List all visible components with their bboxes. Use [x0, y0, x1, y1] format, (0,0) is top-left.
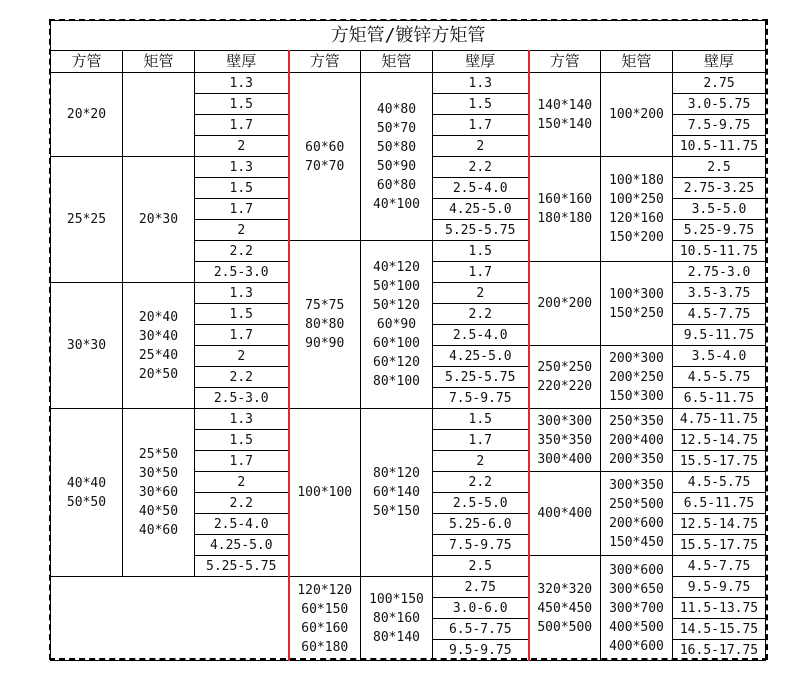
rect-size-cell: 20*40 30*40 25*40 20*50 [123, 283, 195, 409]
wall-thickness-cell: 2.2 [195, 241, 289, 262]
wall-thickness-cell: 9.5-9.75 [673, 577, 766, 598]
wall-thickness-cell: 12.5-14.75 [673, 430, 766, 451]
square-size-cell: 250*250 220*220 [529, 346, 601, 409]
wall-thickness-cell: 1.7 [433, 262, 529, 283]
wall-thickness-cell: 1.5 [195, 94, 289, 115]
rect-size-cell: 300*350 250*500 200*600 150*450 [601, 472, 673, 556]
wall-thickness-cell: 2.5-4.0 [433, 325, 529, 346]
wall-thickness-cell: 10.5-11.75 [673, 241, 766, 262]
wall-thickness-cell: 9.5-9.75 [433, 640, 529, 661]
column-header: 矩管 [361, 51, 433, 73]
wall-thickness-cell: 2.5-3.0 [195, 262, 289, 283]
rect-size-cell: 100*200 [601, 73, 673, 157]
wall-thickness-cell: 1.3 [195, 73, 289, 94]
wall-thickness-cell: 2 [195, 136, 289, 157]
column-header: 壁厚 [673, 51, 766, 73]
wall-thickness-cell: 2 [195, 220, 289, 241]
wall-thickness-cell: 10.5-11.75 [673, 136, 766, 157]
wall-thickness-cell: 1.7 [433, 115, 529, 136]
square-size-cell: 320*320 450*450 500*500 [529, 556, 601, 661]
wall-thickness-cell: 5.25-6.0 [433, 514, 529, 535]
wall-thickness-cell: 5.25-5.75 [195, 556, 289, 577]
column-header: 方管 [529, 51, 601, 73]
rect-size-cell: 40*80 50*70 50*80 50*90 60*80 40*100 [361, 73, 433, 241]
wall-thickness-cell: 2 [195, 472, 289, 493]
wall-thickness-cell: 2.5-4.0 [433, 178, 529, 199]
column-header: 壁厚 [433, 51, 529, 73]
wall-thickness-cell: 2.2 [433, 304, 529, 325]
wall-thickness-cell: 1.7 [195, 325, 289, 346]
square-size-cell: 100*100 [289, 409, 361, 577]
rect-size-cell: 25*50 30*50 30*60 40*50 40*60 [123, 409, 195, 577]
wall-thickness-cell: 1.7 [433, 430, 529, 451]
wall-thickness-cell: 2.5-3.0 [195, 388, 289, 409]
wall-thickness-cell: 5.25-9.75 [673, 220, 766, 241]
wall-thickness-cell: 2.5 [433, 556, 529, 577]
wall-thickness-cell: 2.75 [433, 577, 529, 598]
wall-thickness-cell: 2.75 [673, 73, 766, 94]
wall-thickness-cell: 1.5 [195, 304, 289, 325]
square-size-cell: 300*300 350*350 300*400 [529, 409, 601, 472]
wall-thickness-cell: 2.2 [433, 472, 529, 493]
square-size-cell: 60*60 70*70 [289, 73, 361, 241]
wall-thickness-cell: 15.5-17.75 [673, 535, 766, 556]
square-size-cell: 75*75 80*80 90*90 [289, 241, 361, 409]
wall-thickness-cell: 3.0-6.0 [433, 598, 529, 619]
table-row [51, 409, 766, 430]
wall-thickness-cell: 2 [195, 346, 289, 367]
wall-thickness-cell: 12.5-14.75 [673, 514, 766, 535]
column-header: 壁厚 [195, 51, 289, 73]
wall-thickness-cell: 3.5-3.75 [673, 283, 766, 304]
wall-thickness-cell: 2.2 [195, 367, 289, 388]
square-size-cell: 140*140 150*140 [529, 73, 601, 157]
wall-thickness-cell: 2.5 [673, 157, 766, 178]
rect-size-cell: 20*30 [123, 157, 195, 283]
header-row [51, 51, 766, 73]
wall-thickness-cell: 2.75-3.25 [673, 178, 766, 199]
column-header: 方管 [289, 51, 361, 73]
wall-thickness-cell: 4.25-5.0 [433, 199, 529, 220]
wall-thickness-cell: 2 [433, 136, 529, 157]
wall-thickness-cell: 5.25-5.75 [433, 367, 529, 388]
rect-size-cell [123, 73, 195, 157]
rect-size-cell: 300*600 300*650 300*700 400*500 400*600 [601, 556, 673, 661]
wall-thickness-cell: 7.5-9.75 [433, 388, 529, 409]
wall-thickness-cell: 2.5-5.0 [433, 493, 529, 514]
wall-thickness-cell: 4.5-7.75 [673, 304, 766, 325]
wall-thickness-cell: 1.7 [195, 451, 289, 472]
wall-thickness-cell: 3.5-5.0 [673, 199, 766, 220]
wall-thickness-cell: 6.5-11.75 [673, 388, 766, 409]
square-size-cell: 20*20 [51, 73, 123, 157]
wall-thickness-cell: 4.25-5.0 [195, 535, 289, 556]
wall-thickness-cell: 2.5-4.0 [195, 514, 289, 535]
wall-thickness-cell: 5.25-5.75 [433, 220, 529, 241]
rect-size-cell: 80*120 60*140 50*150 [361, 409, 433, 577]
wall-thickness-cell: 1.3 [195, 409, 289, 430]
wall-thickness-cell: 2 [433, 451, 529, 472]
wall-thickness-cell: 1.5 [433, 94, 529, 115]
wall-thickness-cell: 4.5-5.75 [673, 367, 766, 388]
wall-thickness-cell: 16.5-17.75 [673, 640, 766, 661]
wall-thickness-cell: 4.5-7.75 [673, 556, 766, 577]
pipe-spec-table [50, 20, 766, 661]
wall-thickness-cell: 2.2 [433, 157, 529, 178]
spec-sheet [50, 20, 766, 661]
wall-thickness-cell: 1.3 [195, 283, 289, 304]
column-header: 矩管 [601, 51, 673, 73]
wall-thickness-cell: 1.3 [433, 73, 529, 94]
rect-size-cell: 100*300 150*250 [601, 262, 673, 346]
square-size-cell: 40*40 50*50 [51, 409, 123, 577]
table-title: 方矩管/镀锌方矩管 [51, 21, 766, 51]
rect-size-cell: 100*180 100*250 120*160 150*200 [601, 157, 673, 262]
square-size-cell: 25*25 [51, 157, 123, 283]
wall-thickness-cell: 1.7 [195, 199, 289, 220]
wall-thickness-cell: 1.7 [195, 115, 289, 136]
wall-thickness-cell: 4.75-11.75 [673, 409, 766, 430]
wall-thickness-cell: 15.5-17.75 [673, 451, 766, 472]
rect-size-cell: 250*350 200*400 200*350 [601, 409, 673, 472]
wall-thickness-cell: 3.5-4.0 [673, 346, 766, 367]
table-row [51, 73, 766, 94]
column-header: 方管 [51, 51, 123, 73]
wall-thickness-cell: 1.3 [195, 157, 289, 178]
wall-thickness-cell: 7.5-9.75 [673, 115, 766, 136]
wall-thickness-cell: 14.5-15.75 [673, 619, 766, 640]
wall-thickness-cell: 2.75-3.0 [673, 262, 766, 283]
rect-size-cell: 100*150 80*160 80*140 [361, 577, 433, 661]
square-size-cell: 160*160 180*180 [529, 157, 601, 262]
table-body [51, 73, 766, 661]
wall-thickness-cell: 9.5-11.75 [673, 325, 766, 346]
wall-thickness-cell: 1.5 [433, 409, 529, 430]
rect-size-cell: 200*300 200*250 150*300 [601, 346, 673, 409]
wall-thickness-cell: 4.25-5.0 [433, 346, 529, 367]
square-size-cell: 30*30 [51, 283, 123, 409]
wall-thickness-cell: 1.5 [195, 178, 289, 199]
wall-thickness-cell: 6.5-7.75 [433, 619, 529, 640]
wall-thickness-cell: 1.5 [433, 241, 529, 262]
wall-thickness-cell: 2 [433, 283, 529, 304]
wall-thickness-cell: 3.0-5.75 [673, 94, 766, 115]
square-size-cell: 400*400 [529, 472, 601, 556]
wall-thickness-cell: 2.2 [195, 493, 289, 514]
wall-thickness-cell: 4.5-5.75 [673, 472, 766, 493]
square-size-cell [51, 577, 289, 661]
wall-thickness-cell: 7.5-9.75 [433, 535, 529, 556]
rect-size-cell: 40*120 50*100 50*120 60*90 60*100 60*120 80*100 [361, 241, 433, 409]
wall-thickness-cell: 6.5-11.75 [673, 493, 766, 514]
column-header: 矩管 [123, 51, 195, 73]
wall-thickness-cell: 11.5-13.75 [673, 598, 766, 619]
square-size-cell: 120*120 60*150 60*160 60*180 [289, 577, 361, 661]
wall-thickness-cell: 1.5 [195, 430, 289, 451]
square-size-cell: 200*200 [529, 262, 601, 346]
